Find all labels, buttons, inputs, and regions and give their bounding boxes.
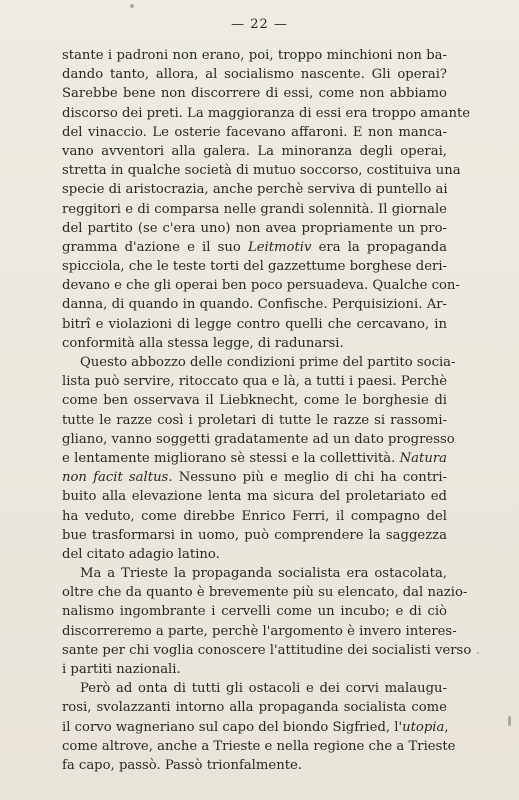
text-line: reggitori e di comparsa nelle grandi solennità. Il giornale (62, 201, 447, 217)
text-line: fa capo, passò. Passò trionfalmente. (62, 757, 303, 773)
text-line: discorreremo a parte, perchè l'argomento è invero interes- (62, 623, 457, 639)
text-line: lista può servire, ritoccato qua e là, a tutti i paesi. Perchè (62, 374, 447, 390)
text-line: bitrî e violazioni di legge contro quelli che cercavano, in (62, 316, 447, 332)
page-number: — 22 — (231, 17, 288, 32)
text-line: Ma a Trieste la propaganda socialista era ostacolata, (80, 566, 447, 582)
text-line: il corvo wagneriano sul capo del biondo Sigfried, l'utopia, (62, 719, 449, 735)
text-line: gliano, vanno soggetti gradatamente ad un dato progresso (62, 431, 455, 447)
italic-phrase: non facit saltus (62, 470, 169, 486)
text-line: discorso dei preti. La maggioranza di essi era troppo amante (62, 105, 471, 121)
italic-phrase: Leitmotiv (247, 239, 312, 255)
text-line: del vinaccio. Le osterie facevano affaroni. E non manca- (62, 124, 447, 140)
text-line: devano e che gli operai ben poco persuadeva. Qualche con- (62, 278, 460, 294)
text-line: del citato adagio latino. (62, 546, 220, 562)
italic-phrase: utopia (402, 719, 445, 735)
text-line: stante i padroni non erano, poi, troppo minchioni non ba- (62, 48, 447, 63)
text-line: ha veduto, come direbbe Enrico Ferri, il compagno del (62, 508, 447, 524)
text-line: buito alla elevazione lenta ma sicura del proletariato ed (62, 489, 447, 505)
text-line: del partito (se c'era uno) non avea propriamente un pro- (62, 220, 447, 236)
text-line: non facit saltus. Nessuno più e meglio di chi ha contri- (62, 470, 447, 486)
text-line: gramma d'azione e il suo Leitmotiv era la propaganda (62, 239, 448, 255)
text-line: dando tanto, allora, al socialismo nascente. Gli operai? (62, 67, 447, 83)
text-line: oltre che da quanto è brevemente più su elencato, dal nazio- (62, 585, 468, 601)
body-text (62, 46, 472, 775)
text-line: sante per chi voglia conoscere l'attitudine dei socialisti verso (62, 642, 472, 658)
text-line: come ben osservava il Liebknecht, come le borghesie di (62, 393, 447, 409)
text-line: i partiti nazionali. (62, 662, 181, 677)
text-line: e lentamente migliorano sè stessi e la collettività. Natura (62, 450, 447, 466)
ink-speck (477, 652, 479, 654)
ink-speck (130, 4, 134, 8)
text-line: spicciola, che le teste torti del gazzettume borghese deri- (62, 259, 447, 275)
text-line: vano avventori alla galera. La minoranza degli operai, (62, 143, 447, 159)
text-line: nalismo ingombrante i cervelli come un incubo; e di ciò (62, 604, 447, 620)
text-line: stretta in qualche società di mutuo soccorso, costituiva una (62, 163, 461, 179)
italic-phrase: Natura (399, 450, 447, 466)
text-line: Questo abbozzo delle condizioni prime del partito socia- (80, 355, 456, 370)
text-line: Sarebbe bene non discorrere di essi, come non abbiamo (62, 86, 447, 102)
text-line: tutte le razze così i proletari di tutte le razze si rassomi- (62, 412, 447, 428)
text-line: danna, di quando in quando. Confische. Perquisizioni. Ar- (62, 297, 447, 313)
text-line: bue trasformarsi in uomo, può comprendere la saggezza (62, 527, 447, 543)
text-line: Però ad onta di tutti gli ostacoli e dei corvi malaugu- (80, 681, 447, 697)
ink-speck (508, 716, 511, 726)
text-line: conformità alla stessa legge, di radunarsi. (62, 335, 344, 351)
text-line: specie di aristocrazia, anche perchè serviva di puntello ai (62, 182, 448, 198)
text-line: come altrove, anche a Trieste e nella regione che a Trieste (62, 738, 456, 754)
text-line: rosi, svolazzanti intorno alla propaganda socialista come (62, 700, 447, 716)
